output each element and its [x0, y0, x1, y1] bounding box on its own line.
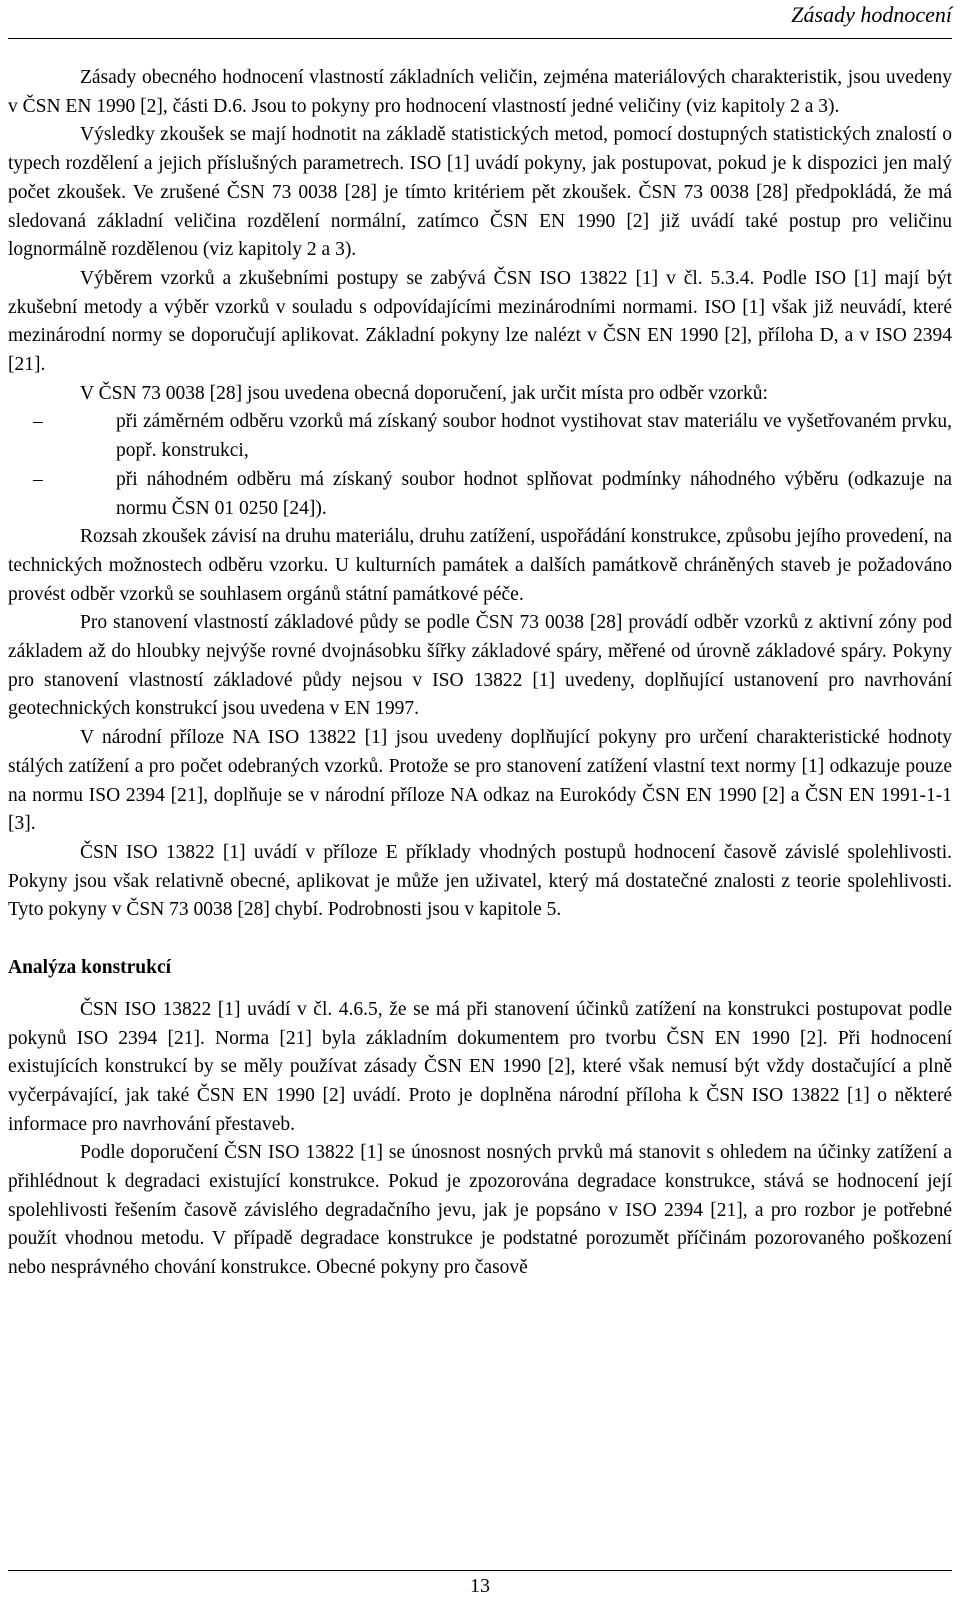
- list-item: [8, 466, 952, 523]
- paragraph: Zásady obecného hodnocení vlastností základních veličin, zejména materiálových charakteristik, jsou uvedeny v ČSN EN 1990 [2], části D.6. Jsou to pokyny pro hodnocení vlastností jedné veličiny (viz kapitoly 2 a 3).: [8, 67, 952, 117]
- paragraph: ČSN ISO 13822 [1] uvádí v příloze E příklady vhodných postupů hodnocení časově závislé spolehlivosti. Pokyny jsou však relativně obecné, aplikovat je může jen uživatel, který má dostatečné znalosti z teorie spolehlivosti. Tyto pokyny v ČSN 73 0038 [28] chybí. Podrobnosti jsou v kapitole 5.: [8, 841, 952, 921]
- list-item-text: při náhodném odběru má získaný soubor hodnot splňovat podmínky náhodného výběru (odkazuje na normu ČSN 01 0250 [24]).: [116, 468, 952, 519]
- dash-bullet: –: [33, 468, 43, 490]
- paragraph: Podle doporučení ČSN ISO 13822 [1] se únosnost nosných prvků má stanovit s ohledem na účinky zatížení a přihlédnout k degradaci existující konstrukce. Pokud je zpozorována degradace konstrukce, stává se hodnocení její spolehlivosti řešením časově závislého degradačního jevu, jak je popsáno v ISO 2394 [21], a pro rozbor je potřebné použít vhodnou metodu. V případě degradace konstrukce je podstatné porozumět příčinám pozorovaného poškození nebo nesprávného chování konstrukce. Obecné pokyny pro časově: [8, 1142, 952, 1279]
- section-heading: Analýza konstrukcí: [8, 957, 172, 979]
- list-item-text: při záměrném odběru vzorků má získaný soubor hodnot vystihovat stav materiálu ve vyšetřovaném prvku, popř. konstrukci,: [116, 411, 952, 462]
- page-number: 13: [470, 1575, 490, 1597]
- paragraph: Výběrem vzorků a zkušebními postupy se zabývá ČSN ISO 13822 [1] v čl. 5.3.4. Podle ISO [1] mají být zkušební metody a výběr vzorků v souladu s odpovídajícími mezinárodními normami. ISO [1] však již neuvádí, které mezinárodní normy se doporučují aplikovat. Základní pokyny lze nalézt v ČSN EN 1990 [2], příloha D, a v ISO 2394 [21].: [8, 267, 952, 376]
- list-item: [8, 408, 952, 465]
- paragraph: ČSN ISO 13822 [1] uvádí v čl. 4.6.5, že se má při stanovení účinků zatížení na konstrukci postupovat podle pokynů ISO 2394 [21]. Norma [21] byla základním dokumentem pro tvorbu ČSN EN 1990 [2]. Při hodnocení existujících konstrukcí by se měly používat zásady ČSN EN 1990 [2], které však nemusí být vždy dostačující a plně vyčerpávající, jak také ČSN EN 1990 [2] uvádí. Proto je doplněna národní příloha k ČSN ISO 13822 [1] o některé informace pro navrhování přestaveb.: [8, 998, 952, 1135]
- paragraph: Výsledky zkoušek se mají hodnotit na základě statistických metod, pomocí dostupných statistických znalostí o typech rozdělení a jejich příslušných parametrech. ISO [1] uvádí pokyny, jak postupovat, pokud je k dispozici jen malý počet zkoušek. Ve zrušené ČSN 73 0038 [28] je tímto kritériem pět zkoušek. ČSN 73 0038 [28] předpokládá, že má sledovaná základní veličina rozdělení normální, zatímco ČSN EN 1990 [2] již uvádí také postup pro veličinu lognormálně rozdělenou (viz kapitoly 2 a 3).: [8, 124, 952, 261]
- footer-divider: [8, 1570, 952, 1571]
- paragraph: Rozsah zkoušek závisí na druhu materiálu, druhu zatížení, uspořádání konstrukce, způsobu jejího provedení, na technických možnostech odběru vzorku. U kulturních památek a dalších památkově chráněných staveb je požadováno provést odběr vzorků se souhlasem orgánů státní památkové péče.: [8, 526, 952, 605]
- running-header-title: Zásady hodnocení: [791, 2, 952, 27]
- dash-list: [8, 408, 952, 523]
- page-header: [8, 0, 952, 39]
- paragraph: V národní příloze NA ISO 13822 [1] jsou uvedeny doplňující pokyny pro určení charakteristické hodnoty stálých zatížení a pro počet odebraných vzorků. Protože se pro stanovení zatížení vlastní text normy [1] odkazuje pouze na normu ISO 2394 [21], doplňuje se v národní příloze NA odkaz na Eurokódy ČSN EN 1990 [2] a ČSN EN 1991-1-1 [3].: [8, 727, 952, 835]
- dash-bullet: –: [33, 411, 43, 433]
- page-body: [8, 64, 952, 1283]
- paragraph: Pro stanovení vlastností základové půdy se podle ČSN 73 0038 [28] provádí odběr vzorků z aktivní zóny pod základem až do hloubky nejvýše rovné dvojnásobku šířky základové spáry, měřené od úrovně základové spáry. Pokyny pro stanovení vlastností základové půdy nejsou v ISO 13822 [1] uvedeny, doplňující ustanovení pro navrhování geotechnických konstrukcí jsou uvedena v EN 1997.: [8, 612, 952, 720]
- paragraph: V ČSN 73 0038 [28] jsou uvedena obecná doporučení, jak určit místa pro odběr vzorků:: [80, 382, 768, 404]
